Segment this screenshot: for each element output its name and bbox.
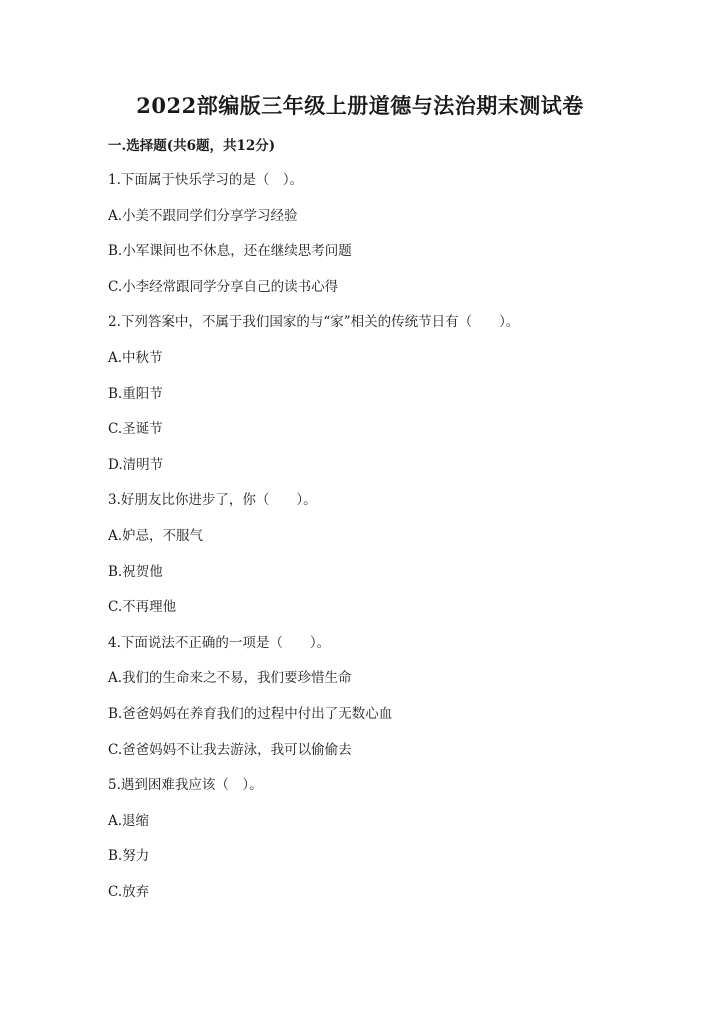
answer-option: A.我们的生命来之不易，我们要珍惜生命 <box>108 670 352 687</box>
question-list <box>108 170 628 917</box>
question-stem: 4.下面说法不正确的一项是（ ）。 <box>108 634 331 651</box>
answer-option: B.努力 <box>108 848 150 865</box>
question-stem: 1.下面属于快乐学习的是（ ）。 <box>108 172 304 188</box>
question-stem: 3.好朋友比你进步了，你（ ）。 <box>108 492 317 509</box>
answer-option: C.圣诞节 <box>108 421 163 438</box>
answer-option: B.重阳节 <box>108 385 163 402</box>
section-heading: 一.选择题(共6题，共12分) <box>108 138 276 154</box>
question-stem: 5.遇到困难我应该（ ）。 <box>108 777 263 794</box>
answer-option: C.不再理他 <box>108 599 177 616</box>
answer-option: A.妒忌，不服气 <box>108 527 204 544</box>
page-title: 2022部编版三年级上册道德与法治期末测试卷 <box>136 93 584 118</box>
answer-option: D.清明节 <box>108 456 164 473</box>
answer-option: A.中秋节 <box>108 349 163 366</box>
question-stem: 2.下列答案中，不属于我们国家的与“家”相关的传统节日有（ ）。 <box>108 314 520 331</box>
answer-option: C.放弃 <box>108 883 150 900</box>
answer-option: A.小美不跟同学们分享学习经验 <box>108 207 298 224</box>
answer-option: B.祝贺他 <box>108 563 163 580</box>
answer-option: B.小军课间也不休息，还在继续思考问题 <box>108 243 352 260</box>
answer-option: B.爸爸妈妈在养育我们的过程中付出了无数心血 <box>108 705 393 722</box>
answer-option: A.退缩 <box>108 812 150 829</box>
answer-option: C.爸爸妈妈不让我去游泳，我可以偷偷去 <box>108 741 352 758</box>
answer-option: C.小李经常跟同学分享自己的读书心得 <box>108 278 339 295</box>
